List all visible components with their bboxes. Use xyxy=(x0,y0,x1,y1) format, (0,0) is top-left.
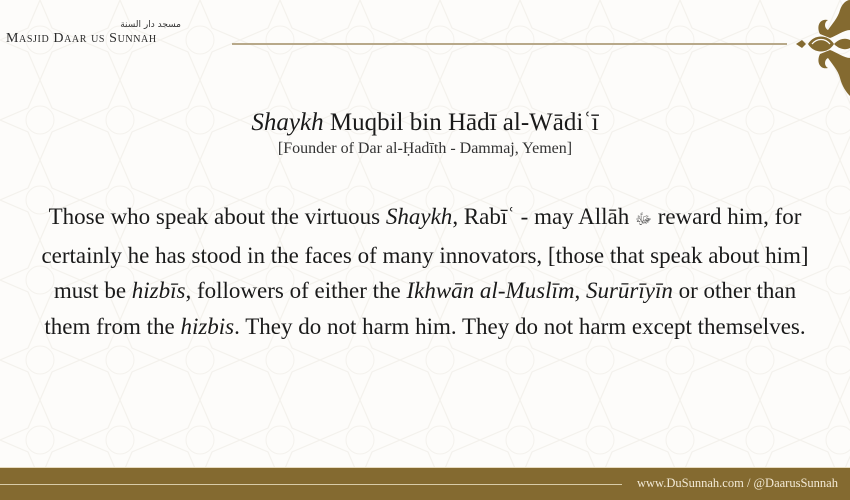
ornament-icon xyxy=(790,0,850,100)
scholar-name xyxy=(0,108,850,138)
logo-latin-text: Masjid Daar us Sunnah xyxy=(6,31,157,46)
quote-segment: Those who speak about the virtuous xyxy=(48,204,386,229)
quote-segment: , xyxy=(574,278,586,303)
quote-text xyxy=(30,199,820,344)
title-block xyxy=(0,108,850,160)
quote-segment: reward him, for certainly he has stood in the faces of many innovators, [those that speak about him] must be xyxy=(41,204,809,303)
quote-segment: , followers of either the xyxy=(185,278,407,303)
title-name: Muqbil bin Hādī al-Wādiʿī xyxy=(323,109,599,136)
quote-segment: . They do not harm him. They do not harm except themselves. xyxy=(234,313,806,339)
footer-divider xyxy=(0,484,622,485)
header-divider xyxy=(232,43,787,45)
logo-arabic-text: مسجد دار السنة xyxy=(120,20,181,30)
masjid-logo xyxy=(6,20,181,47)
honorific-glyph-icon: ﷻ xyxy=(635,210,652,228)
scholar-subtitle: [Founder of Dar al-Ḥadīth - Dammaj, Yemen] xyxy=(277,140,573,157)
quote-segment-italic: hizbīs xyxy=(131,278,186,303)
title-honorific: Shaykh xyxy=(251,109,324,136)
quote-segment: or other than them from the xyxy=(44,278,797,339)
quote-segment-italic: Ikhwān al-Muslīm xyxy=(406,278,575,303)
quote-segment-italic: Shaykh xyxy=(385,204,453,229)
quote-segment-italic: Surūrīyīn xyxy=(585,278,673,303)
quote-segment-italic: hizbis xyxy=(180,313,235,339)
footer-links: www.DuSunnah.com / @DaarusSunnah xyxy=(637,476,838,490)
footer-bar xyxy=(0,467,850,500)
quote-segment: , Rabīʿ - may Allāh xyxy=(452,204,635,229)
